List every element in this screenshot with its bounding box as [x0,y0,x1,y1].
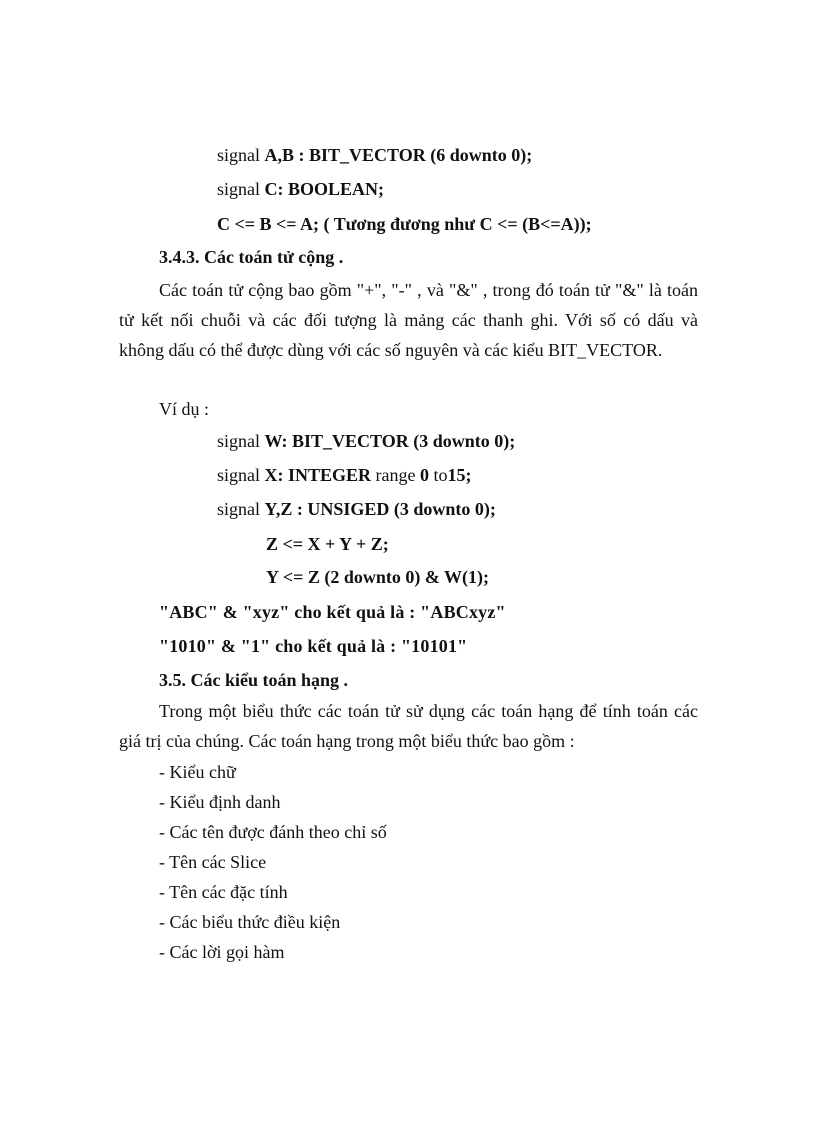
code-keyword: signal [217,179,260,199]
code-line [217,178,384,200]
list-item: - Các biểu thức điều kiện [159,912,341,932]
list-item: - Kiểu định danh [159,792,281,812]
code-line: "ABC" & "xyz" cho kết quả là : "ABCxyz" [159,602,506,622]
paragraph: Trong một biểu thức các toán tử sử dụng các toán hạng để tính toán các giá trị của chúng. Các toán hạng trong một biểu thức bao gồm : [119,701,698,751]
code-keyword: signal [217,499,260,519]
list-item: - Các lời gọi hàm [159,942,285,962]
code-line: Z <= X + Y + Z; [266,534,389,554]
section-heading: 3.5. Các kiểu toán hạng . [159,670,349,690]
section-heading: 3.4.3. Các toán tử cộng . [159,247,344,267]
code-number: 15; [447,465,472,485]
code-keyword: signal [217,465,260,485]
code-number: 0 [420,465,429,485]
paragraph: Các toán tử cộng bao gồm "+", "-" , và "&" , trong đó toán tử "&" là toán tử kết nối chuỗi và các đối tượng là mảng các thanh ghi. Với số có dấu và không dấu có thể được dùng với các số nguyên và các kiểu BIT_VECTOR. [119,280,698,360]
code-line: "1010" & "1" cho kết quả là : "10101" [159,636,468,656]
code-keyword: signal [217,431,260,451]
code-line: C <= B <= A; ( Tương đương như C <= (B<=A)); [217,214,592,234]
code-text: C: BOOLEAN; [264,179,385,199]
code-line [217,144,532,166]
code-keyword: to [433,465,448,485]
list-item: - Các tên được đánh theo chỉ số [159,822,387,842]
list-item: - Tên các Slice [159,852,267,872]
code-keyword: signal [217,145,260,165]
example-label: Ví dụ : [159,399,210,419]
code-text: X: INTEGER [264,465,372,485]
code-keyword: range [375,465,416,485]
code-line: Y <= Z (2 downto 0) & W(1); [266,567,490,587]
code-line [217,430,515,452]
code-line [217,498,496,520]
list-item: - Tên các đặc tính [159,882,288,902]
code-text: Y,Z : UNSIGED (3 downto 0); [264,499,496,519]
code-text: W: BIT_VECTOR (3 downto 0); [264,431,516,451]
code-text: A,B : BIT_VECTOR (6 downto 0); [264,145,533,165]
list-item: - Kiểu chữ [159,762,236,782]
code-line [217,464,472,486]
